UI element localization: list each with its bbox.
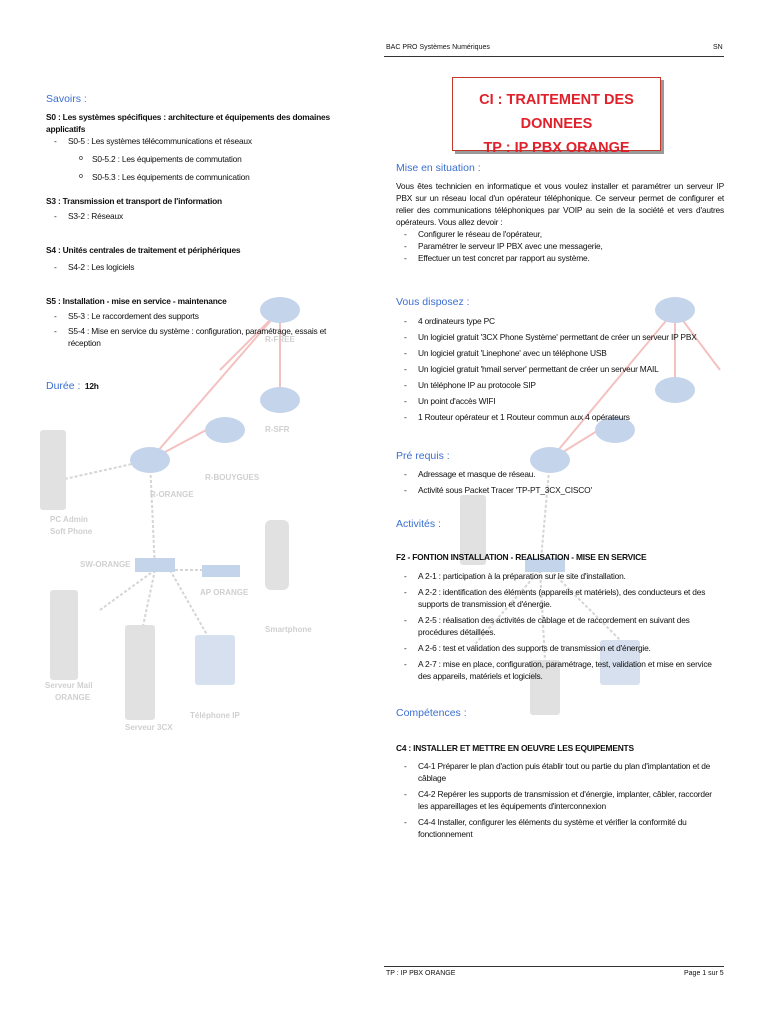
- duree: [46, 376, 99, 394]
- diagram-label-free: R-FREE: [265, 335, 295, 344]
- s5-sub-2: - S5-4 : Mise en service du système : configuration, paramétrage, essais et réception: [46, 325, 346, 349]
- disposez-item-5: - Un téléphone IP au protocole SIP: [396, 379, 724, 391]
- mise-heading: Mise en situation :: [396, 162, 481, 174]
- diagram-label-soft: Soft Phone: [50, 527, 93, 536]
- prerequis-item-1: - Adressage et masque de réseau.: [396, 468, 724, 480]
- header-left: BAC PRO Systèmes Numériques: [386, 44, 490, 51]
- savoirs-heading: Savoirs :: [46, 93, 87, 105]
- competences-heading: Compétences :: [396, 707, 467, 719]
- header-rule: [384, 56, 724, 57]
- s4-sub: - S4-2 : Les logiciels: [46, 261, 346, 273]
- activites-item-3: - A 2-5 : réalisation des activités de câblage et de raccordement en suivant des procédures détaillées.: [396, 614, 724, 638]
- s0-subsub-2: o S0-5.3 : Les équipements de communication: [46, 171, 346, 183]
- disposez-item-7: - 1 Routeur opérateur et 1 Routeur commun aux 4 opérateurs: [396, 411, 724, 423]
- diagram-label-3cx: Serveur 3CX: [125, 723, 173, 732]
- activites-item-5: - A 2-7 : mise en place, configuration, paramétrage, test, validation et mise en service des appareils, matériels et logiciels.: [396, 658, 724, 682]
- prerequis-list: [396, 468, 724, 496]
- mise-item-1: - Configurer le réseau de l'opérateur,: [396, 228, 724, 240]
- diagram-label-bouygues: R-BOUYGUES: [205, 473, 260, 482]
- diagram-label-sfr: R-SFR: [265, 425, 290, 434]
- mise-section: [396, 180, 724, 264]
- competences-item-3: - C4-4 Installer, configurer les éléments du système et vérifier la conformité du fonctionnement: [396, 816, 724, 840]
- mise-item-2: - Paramétrer le serveur IP PBX avec une messagerie,: [396, 240, 724, 252]
- activites-list: [396, 570, 724, 682]
- duree-label: Durée :: [46, 380, 81, 392]
- savoirs-s5: [46, 295, 346, 349]
- title-line-2: TP : IP PBX ORANGE: [483, 140, 630, 156]
- disposez-item-4: - Un logiciel gratuit 'hmail server' permettant de créer un serveur MAIL: [396, 363, 724, 375]
- competences-list: [396, 760, 724, 840]
- diagram-label-pc: PC Admin: [50, 515, 88, 524]
- network-diagram-left: [40, 280, 340, 740]
- competences-c4: C4 : INSTALLER ET METTRE EN OEUVRE LES EQUIPEMENTS: [396, 743, 634, 753]
- savoirs-s4: [46, 244, 346, 273]
- competences-item-1: - C4-1 Préparer le plan d'action puis établir tout ou partie du plan d'implantation et de câblage: [396, 760, 724, 784]
- savoirs-s3: [46, 195, 346, 222]
- footer-left: TP : IP PBX ORANGE: [386, 970, 456, 977]
- activites-item-2: - A 2-2 : identification des éléments (appareils et matériels), des conducteurs et des supports de transmission et d'énergie.: [396, 586, 724, 610]
- activites-item-1: - A 2-1 : participation à la préparation sur le site d'installation.: [396, 570, 724, 582]
- title-box: [452, 77, 661, 156]
- savoirs-s0: [46, 111, 346, 183]
- activites-f2: F2 - FONTION INSTALLATION - REALISATION - MISE EN SERVICE: [396, 552, 647, 562]
- duree-value: 12h: [84, 381, 99, 391]
- disposez-item-3: - Un logiciel gratuit 'Linephone' avec un téléphone USB: [396, 347, 724, 359]
- diagram-label-telip: Téléphone IP: [190, 711, 240, 720]
- disposez-item-6: - Un point d'accès WIFI: [396, 395, 724, 407]
- s5-title: S5 : Installation - mise en service - maintenance: [46, 296, 227, 306]
- diagram-label-orange: R-ORANGE: [150, 490, 194, 499]
- diagram-label-ap: AP ORANGE: [200, 588, 249, 597]
- s5-sub-1: - S5-3 : Le raccordement des supports: [46, 310, 346, 322]
- diagram-label-smart: Smartphone: [265, 625, 312, 634]
- disposez-heading: Vous disposez :: [396, 296, 470, 308]
- footer-rule: [384, 966, 724, 967]
- s4-title: S4 : Unités centrales de traitement et périphériques: [46, 245, 241, 255]
- activites-heading: Activités :: [396, 518, 441, 530]
- diagram-label-mail: Serveur Mail: [45, 681, 93, 690]
- title-line-1: CI : TRAITEMENT DES DONNEES: [479, 92, 634, 132]
- prerequis-heading: Pré requis :: [396, 450, 450, 462]
- competences-item-2: - C4-2 Repérer les supports de transmission et d'énergie, implanter, câbler, raccorder les appareillages et les équipements d'interconnexion: [396, 788, 724, 812]
- disposez-list: [396, 315, 724, 423]
- prerequis-item-2: - Activité sous Packet Tracer 'TP-PT_3CX_CISCO': [396, 484, 724, 496]
- header-right: SN: [713, 44, 723, 51]
- activites-item-4: - A 2-6 : test et validation des supports de transmission et d'énergie.: [396, 642, 724, 654]
- s0-subsub-1: o S0-5.2 : Les équipements de commutation: [46, 153, 346, 165]
- diagram-label-sw: SW-ORANGE: [80, 560, 131, 569]
- disposez-item-1: - 4 ordinateurs type PC: [396, 315, 724, 327]
- mise-item-3: - Effectuer un test concret par rapport au système.: [396, 252, 724, 264]
- diagram-label-mail2: ORANGE: [55, 693, 91, 702]
- s0-title: S0 : Les systèmes spécifiques : architecture et équipements des domaines applicatifs: [46, 112, 330, 134]
- disposez-item-2: - Un logiciel gratuit '3CX Phone Système' permettant de créer un serveur IP PBX: [396, 331, 724, 343]
- footer-right: Page 1 sur 5: [684, 970, 724, 977]
- mise-para: Vous êtes technicien en informatique et vous voulez installer et paramétrer un serveur IP PBX sur un réseau local d'un opérateur téléphonique. Ce serveur permet de configurer et relier des communications téléphoniques par VOIP au sein de la société et vers d'autres opérateurs. Vous allez devoir :: [396, 181, 724, 227]
- s3-title: S3 : Transmission et transport de l'information: [46, 196, 222, 206]
- s3-sub: - S3-2 : Réseaux: [46, 210, 346, 222]
- s0-sub: - S0-5 : Les systèmes télécommunications et réseaux: [46, 135, 346, 147]
